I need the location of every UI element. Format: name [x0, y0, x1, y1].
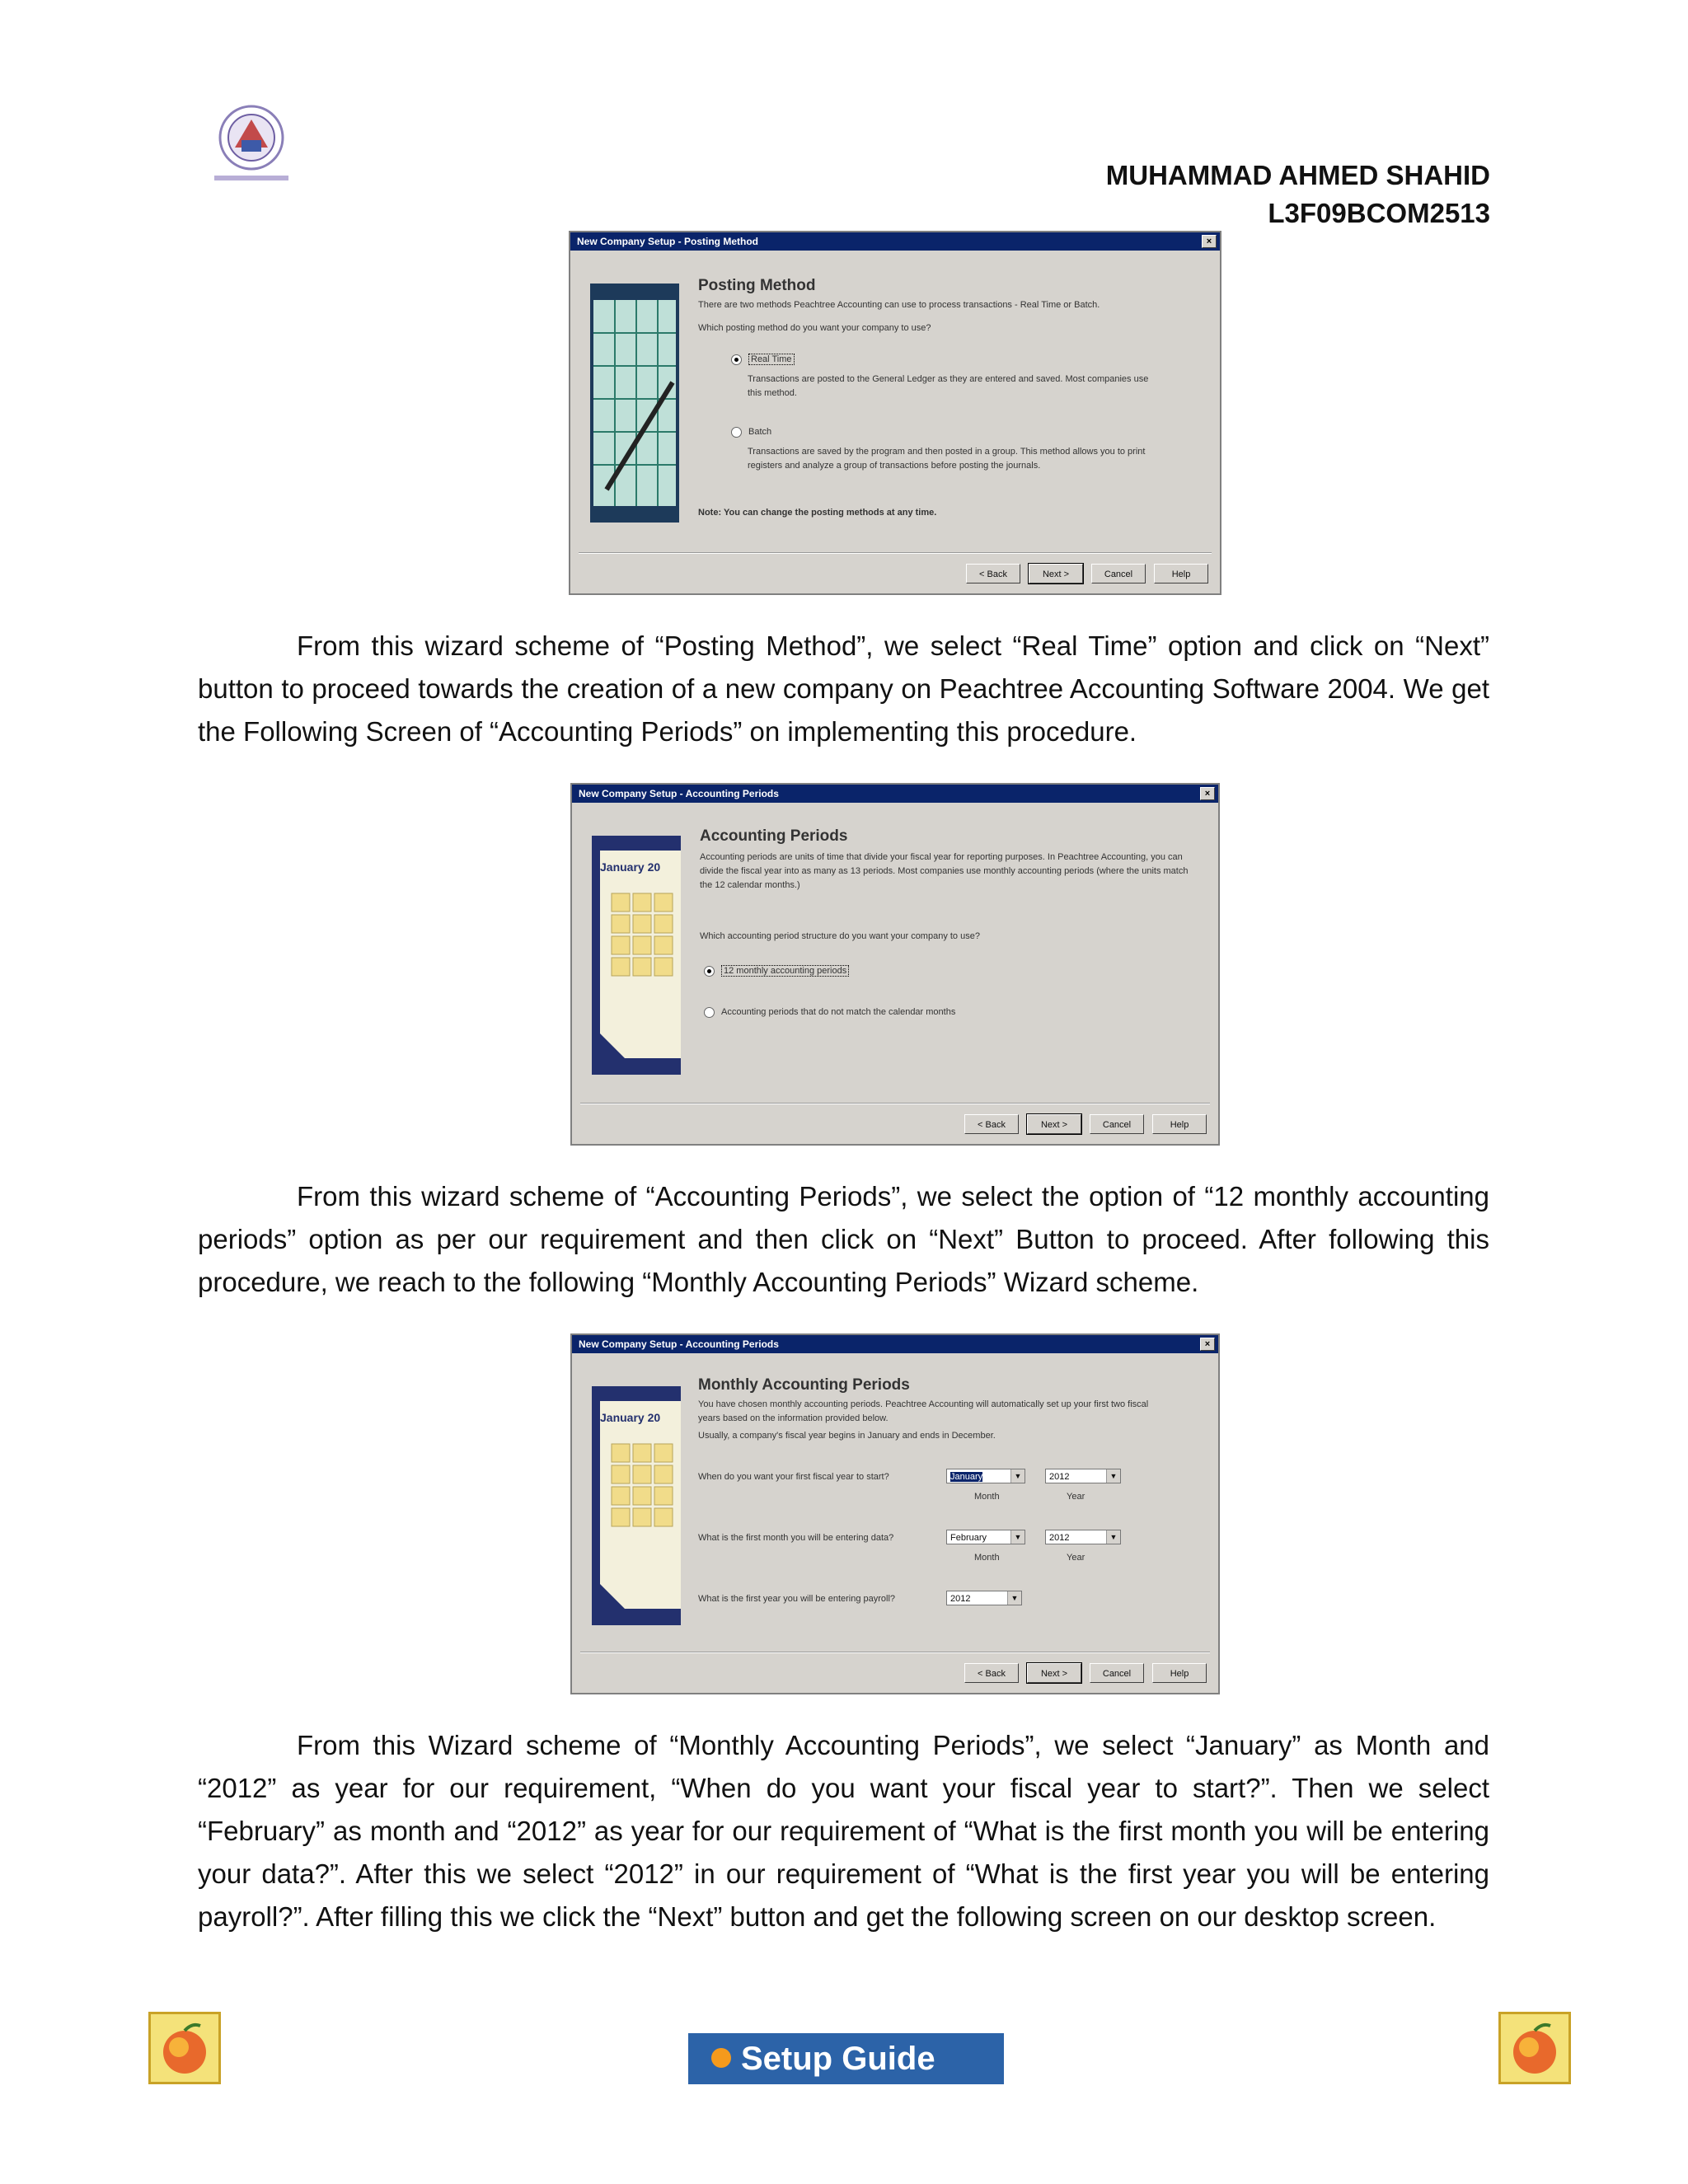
chevron-down-icon: ▼ [1010, 1530, 1025, 1544]
chevron-down-icon: ▼ [1106, 1469, 1120, 1483]
next-button[interactable]: Next > [1027, 1114, 1081, 1134]
year-caption: Year [1067, 1492, 1085, 1502]
payroll-year-select[interactable] [946, 1591, 1022, 1605]
dialog-intro: Accounting periods are units of time that divide your fiscal year for reporting purposes. In Peachtree Accounting, you can divide the fiscal year into as many as 13 periods. Most companies use monthly accounting periods (where the units match the 12 calendar months.) [700, 852, 1189, 890]
cancel-button[interactable]: Cancel [1090, 1663, 1144, 1683]
dialog-separator [580, 1103, 1210, 1104]
dialog-heading: Accounting Periods [700, 827, 848, 845]
chevron-down-icon: ▼ [1010, 1469, 1025, 1483]
paragraph-posting-method [198, 625, 1489, 753]
monthly-periods-option[interactable] [704, 964, 849, 978]
dialog-button-row [966, 564, 1208, 583]
dialog-usually: Usually, a company's fiscal year begins in January and ends in December. [698, 1431, 996, 1441]
monthly-periods-label: 12 monthly accounting periods [721, 965, 849, 977]
paragraph-text: From this wizard scheme of “Posting Method”, we select “Real Time” option and click on “Next” button to proceed towards the creation of a new company on Peachtree Accounting Software 2004. We get the Following Screen of “Accounting Periods” on implementing this procedure. [198, 630, 1489, 747]
calendar-label: January 20 [600, 860, 661, 874]
dialog-question: Which accounting period structure do you want your company to use? [700, 931, 980, 941]
help-button[interactable]: Help [1152, 1114, 1207, 1134]
real-time-radio[interactable] [731, 354, 742, 365]
paragraph-text: From this Wizard scheme of “Monthly Accounting Periods”, we select “January” as Month and “2012” as year for our requirement, “When do you want your fiscal year to start?”. Then we select “February” as month and “2012” as year for our requirement of “What is the first month you will be entering your data?”. After this we select “2012” in our requirement of “What is the first year you will be entering payroll?”. After filling this we click the “Next” button and get the following screen on our desktop screen. [198, 1730, 1489, 1932]
posting-method-dialog [569, 231, 1221, 595]
peach-icon [1501, 2014, 1568, 2082]
dialog-question: Which posting method do you want your company to use? [698, 323, 931, 333]
author-block [1106, 157, 1490, 232]
fiscal-start-question: When do you want your first fiscal year to start? [698, 1472, 889, 1482]
peach-icon [151, 2014, 218, 2082]
month-caption: Month [974, 1492, 1000, 1502]
dialog-heading: Monthly Accounting Periods [698, 1376, 910, 1394]
dialog-separator [580, 1652, 1210, 1653]
select-value: 2012 [950, 1594, 971, 1604]
back-button[interactable]: < Back [964, 1663, 1019, 1683]
dialog-button-row [964, 1663, 1207, 1683]
back-button[interactable]: < Back [966, 564, 1020, 583]
real-time-option[interactable] [731, 353, 795, 367]
help-button[interactable]: Help [1152, 1663, 1207, 1683]
setup-guide-banner[interactable] [688, 2033, 1004, 2084]
year-caption: Year [1067, 1553, 1085, 1563]
university-logo [198, 95, 305, 192]
cancel-button[interactable]: Cancel [1091, 564, 1146, 583]
dialog-button-row [964, 1114, 1207, 1134]
monthly-periods-radio[interactable] [704, 966, 715, 977]
first-month-year-select[interactable] [1045, 1530, 1121, 1544]
custom-periods-label: Accounting periods that do not match the calendar months [721, 1007, 956, 1017]
author-id: L3F09BCOM2513 [1268, 198, 1490, 228]
close-icon[interactable]: × [1200, 787, 1215, 800]
dialog-title: New Company Setup - Posting Method [577, 236, 759, 247]
custom-periods-option[interactable] [704, 1005, 955, 1019]
monthly-accounting-periods-dialog [570, 1333, 1220, 1694]
close-icon[interactable]: × [1202, 235, 1217, 248]
accounting-periods-dialog [570, 783, 1220, 1146]
select-value: January [950, 1472, 983, 1482]
back-button[interactable]: < Back [964, 1114, 1019, 1134]
author-name: MUHAMMAD AHMED SHAHID [1105, 160, 1490, 190]
real-time-description: Transactions are posted to the General Ledger as they are entered and saved. Most companies use this method. [748, 374, 1149, 398]
custom-periods-radio[interactable] [704, 1007, 715, 1018]
dialog-intro: You have chosen monthly accounting periods. Peachtree Accounting will automatically set up your first two fiscal years based on the information provided below. [698, 1399, 1149, 1423]
batch-option[interactable] [731, 425, 771, 439]
paragraph-text: From this wizard scheme of “Accounting Periods”, we select the option of “12 monthly accounting periods” option as per our requirement and then click on “Next” Button to proceed. After following this procedure, we reach to the following “Monthly Accounting Periods” Wizard scheme. [198, 1181, 1489, 1297]
payroll-year-question: What is the first year you will be entering payroll? [698, 1594, 896, 1604]
setup-guide-label: Setup Guide [741, 2041, 935, 2077]
select-value: 2012 [1049, 1533, 1070, 1543]
first-month-question: What is the first month you will be entering data? [698, 1533, 894, 1543]
help-button[interactable]: Help [1154, 564, 1208, 583]
dialog-intro: There are two methods Peachtree Accounting can use to process transactions - Real Time or Batch. [698, 300, 1100, 310]
dialog-titlebar [572, 785, 1218, 803]
cancel-button[interactable]: Cancel [1090, 1114, 1144, 1134]
paragraph-accounting-periods [198, 1175, 1489, 1304]
select-value: 2012 [1049, 1472, 1070, 1482]
paragraph-monthly-periods [198, 1724, 1489, 1938]
dialog-titlebar [570, 232, 1220, 251]
next-button[interactable]: Next > [1029, 564, 1083, 583]
batch-label: Batch [748, 427, 772, 437]
month-caption: Month [974, 1553, 1000, 1563]
next-button[interactable]: Next > [1027, 1663, 1081, 1683]
dialog-heading: Posting Method [698, 277, 816, 294]
chevron-down-icon: ▼ [1106, 1530, 1120, 1544]
fiscal-start-year-select[interactable] [1045, 1469, 1121, 1483]
posting-note: Note: You can change the posting methods at any time. [698, 508, 937, 518]
peach-logo-left [148, 2012, 221, 2084]
chevron-down-icon: ▼ [1007, 1591, 1021, 1605]
batch-radio[interactable] [731, 427, 742, 438]
dialog-titlebar [572, 1335, 1218, 1353]
calendar-label: January 20 [600, 1411, 661, 1424]
first-month-select[interactable] [946, 1530, 1025, 1544]
select-value: February [950, 1533, 987, 1543]
ledger-pen-illustration [590, 284, 679, 523]
dialog-title: New Company Setup - Accounting Periods [579, 788, 779, 799]
bullet-icon [711, 2048, 731, 2068]
batch-description: Transactions are saved by the program and then posted in a group. This method allows you to print registers and analyze a group of transactions before posting the journals. [748, 447, 1146, 471]
dialog-title: New Company Setup - Accounting Periods [579, 1338, 779, 1350]
real-time-label: Real Time [748, 354, 795, 365]
close-icon[interactable]: × [1200, 1338, 1215, 1351]
dialog-separator [579, 552, 1212, 554]
peach-logo-right [1498, 2012, 1571, 2084]
fiscal-start-month-select[interactable] [946, 1469, 1025, 1483]
